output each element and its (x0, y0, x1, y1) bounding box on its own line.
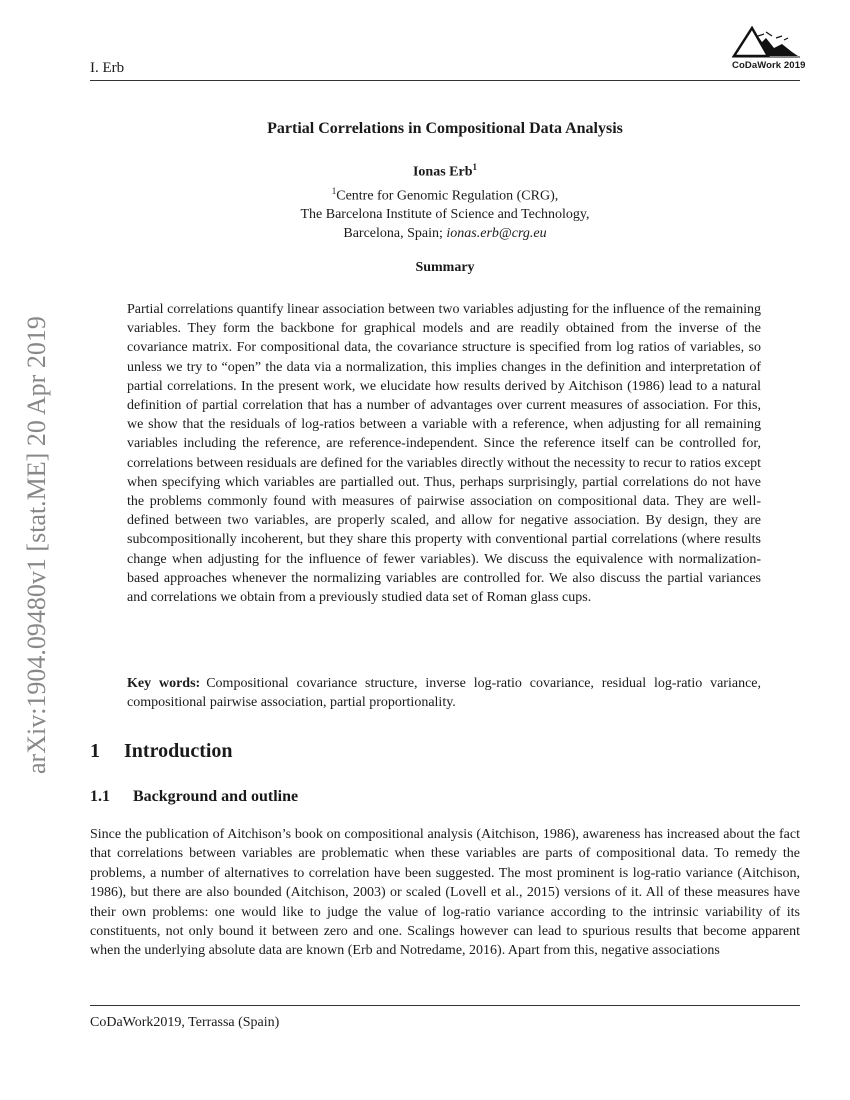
section-heading-introduction (90, 740, 233, 763)
author-superscript: 1 (472, 162, 478, 172)
author-email: ionas.erb@crg.eu (446, 226, 547, 242)
paper-title: Partial Correlations in Compositional Data Analysis (267, 120, 623, 137)
affiliation-location: Barcelona, Spain; (343, 226, 447, 242)
summary-text: Partial correlations quantify linear association between two variables adjusting for the influence of the remaining variables. They form the backbone for graphical models and are readily obtained from the inverse of the covariance matrix. For compositional data, the covariance structure is specified from log ratios of variables, so unless we try to “open” the data via a normalization, this implies changes in the definition and interpretation of partial correlations. In the present work, we elucidate how results derived by Aitchison (1986) lead to a natural definition of partial correlation that has a number of advantages over current measures of association. For this, we show that the residuals of log-ratios between a variable with a reference, when adjusting for all remaining variables including the reference, are reference-independent. Since the reference itself can be controlled for, correlations between residuals are defined for the variables directly without the necessity to recur to ratios except when specifying which variables are partialled out. Thus, perhaps surprisingly, partial correlations do not have the problems commonly found with measures of pairwise association on compositional data. They are well-defined between two variables, are properly scaled, and allow for negative association. By design, they are subcompositionally incoherent, but they share this property with conventional partial correlations (where results change when adjusting for the influence of fewer variables). We discuss the equivalence with normalization-based approaches whenever the normalizing variables are controlled for. We also discuss the partial variances and correlations we obtain from a previously studied data set of Roman glass cups. (127, 302, 761, 606)
keywords-text: Compositional covariance structure, inverse log-ratio covariance, residual log-ratio variance, compositional pairwise association, partial proportionality. (127, 676, 761, 711)
keywords-label: Key words: (127, 676, 201, 691)
affiliation-superscript: 1 (331, 185, 337, 196)
affiliation-line-3 (90, 224, 800, 243)
conference-logo (728, 22, 806, 74)
author-name-text: Ionas Erb (412, 164, 473, 180)
subsection-title: Background and outline (133, 788, 299, 805)
arxiv-identifier-text: arXiv:1904.09480v1 [stat.ME] 20 Apr 2019 (22, 316, 51, 774)
introduction-paragraph: Since the publication of Aitchison’s book on compositional analysis (Aitchison, 1986), awareness has increased about the fact that correlations between variables are problematic when these variables are parts of compositional data. To remedy the problems, a number of alternatives to correlation have been suggested. The most prominent is log-ratio variance (Aitchison, 1986), but there are also bounded (Aitchison, 2003) or scaled (Lovell et al., 2015) versions of it. All of these measures have their own problems: one would like to judge the value of log-ratio variance according to the intrinsic variability of its constituents, not only bound it between zero and one. Scalings however can lead to spurious results that become apparent when the underlying absolute data are known (Erb and Notredame, 2016). Apart from this, negative associations (90, 827, 800, 959)
subsection-number: 1.1 (90, 788, 110, 805)
author-block (90, 158, 800, 243)
footer-text: CoDaWork2019, Terrassa (Spain) (90, 1015, 280, 1030)
footer-rule (90, 1005, 800, 1006)
mountain-logo-icon (728, 22, 803, 62)
header-rule (90, 80, 800, 81)
subsection-heading-background (90, 788, 298, 806)
keywords-paragraph (127, 674, 761, 712)
author-name (90, 158, 800, 182)
affiliation-line-2: The Barcelona Institute of Science and Technology, (300, 207, 590, 223)
section-title: Introduction (124, 740, 233, 762)
summary-heading: Summary (415, 260, 475, 275)
logo-text: CoDaWork 2019 (732, 60, 806, 71)
affiliation-line-1-text: Centre for Genomic Regulation (CRG), (336, 188, 559, 204)
arxiv-identifier-stamp (23, 295, 51, 795)
running-header-author: I. Erb (90, 60, 125, 76)
affiliation-line-1 (90, 182, 800, 206)
section-number: 1 (90, 740, 100, 762)
